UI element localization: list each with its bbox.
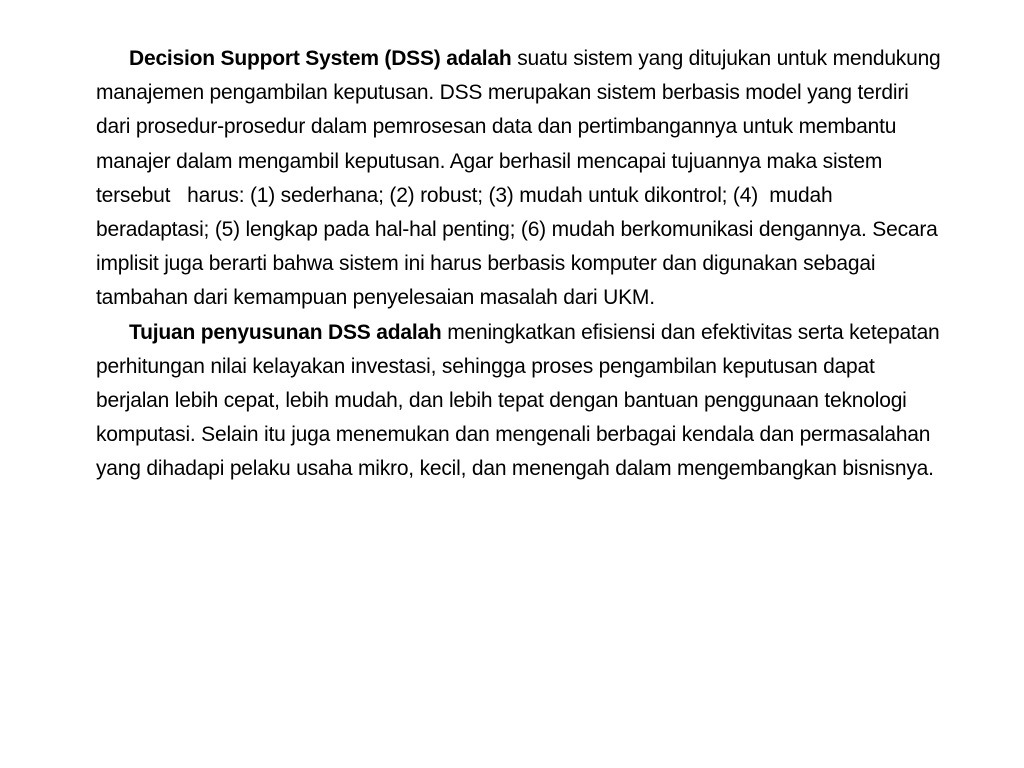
paragraph-body: meningkatkan efisiensi dan efektivitas serta ketepatan perhitungan nilai kelayakan investasi, sehingga proses pengambilan keputusan dapat berjalan lebih cepat, lebih mudah, dan lebih tepat dengan bantuan penggunaan teknologi komputasi. Selain itu juga menemukan dan mengenali berbagai kendala dan permasalahan yang dihadapi pelaku usaha mikro, kecil, dan menengah dalam mengembangkan bisnisnya.	[96, 320, 946, 481]
paragraph-lead: Tujuan penyusunan DSS adalah	[129, 320, 442, 344]
paragraph-dss-definition	[96, 42, 949, 316]
paragraph-lead: Decision Support System (DSS) adalah	[129, 47, 512, 70]
paragraph-body: suatu sistem yang ditujukan untuk mendukung manajemen pengambilan keputusan. DSS merupakan sistem berbasis model yang terdiri dari prosedur-prosedur dalam pemrosesan data dan pertimbangannya untuk membantu manajer dalam mengambil keputusan. Agar berhasil mencapai tujuannya maka sistem tersebut harus: (1) sederhana; (2) robust; (3) mudah untuk dikontrol; (4) mudah beradaptasi; (5) lengkap pada hal-hal penting; (6) mudah berkomunikasi dengannya. Secara implisit juga berarti bahwa sistem ini harus berbasis komputer dan digunakan sebagai tambahan dari kemampuan penyelesaian masalah dari UKM.	[96, 47, 949, 310]
slide-text-body	[96, 42, 949, 487]
paragraph-dss-purpose	[96, 316, 946, 487]
